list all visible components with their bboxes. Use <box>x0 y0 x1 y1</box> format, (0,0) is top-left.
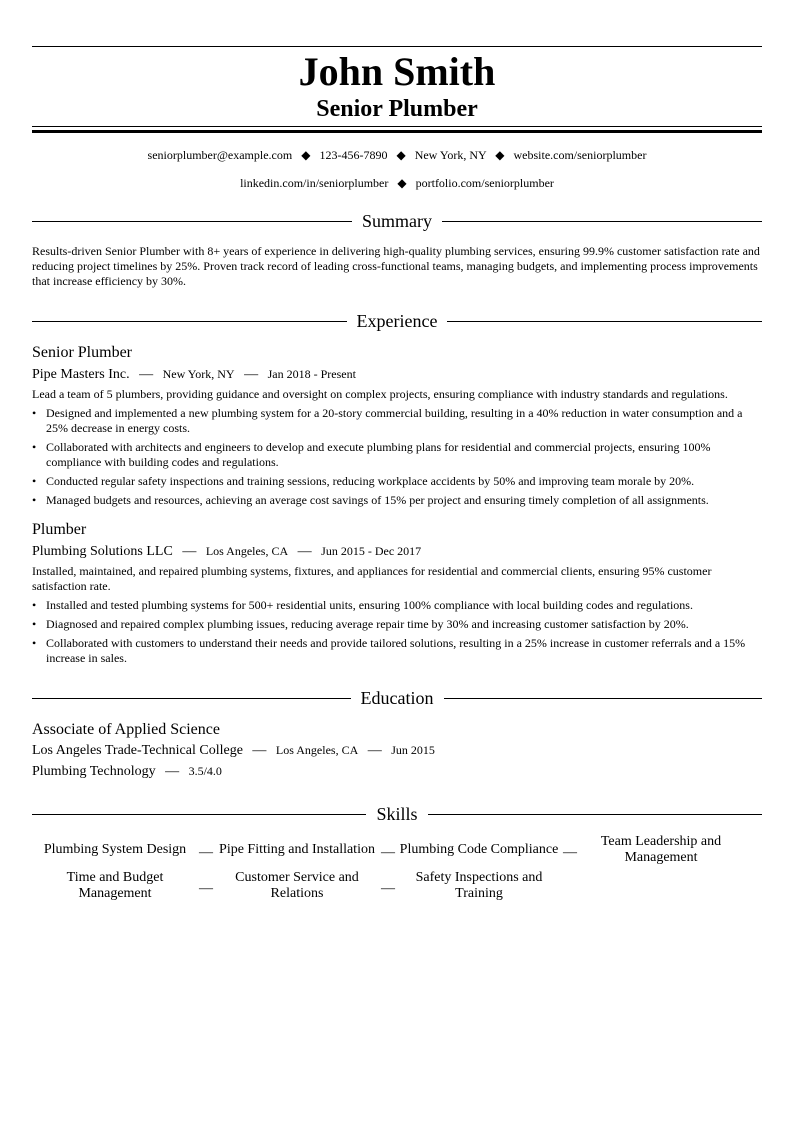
list-item <box>32 617 762 632</box>
edu-date: Jun 2015 <box>391 743 435 757</box>
edu-school: Los Angeles Trade-Technical College <box>32 743 243 758</box>
list-item <box>32 493 762 508</box>
job-bullets <box>32 406 762 508</box>
edu-field-line <box>32 761 762 782</box>
skill-item: Time and Budget Management <box>66 870 164 901</box>
bullet-icon: • <box>32 493 37 507</box>
edu-degree: Associate of Applied Science <box>32 721 220 738</box>
bullet-icon: • <box>32 474 37 488</box>
list-item <box>32 598 762 613</box>
job-dates: Jan 2018 - Present <box>267 367 356 381</box>
dash-separator: — <box>199 845 213 860</box>
dash-separator: — <box>182 544 197 559</box>
top-rule <box>32 46 762 47</box>
skills-grid <box>32 834 762 902</box>
diamond-separator-icon: ◆ <box>301 148 311 162</box>
skill-item: Pipe Fitting and Installation <box>219 842 375 857</box>
section-title: Experience <box>356 311 438 331</box>
list-item <box>32 474 762 489</box>
dash-separator: — <box>244 367 259 382</box>
edu-location: Los Angeles, CA <box>275 743 359 757</box>
heading-rule <box>32 221 352 222</box>
bullet-icon: • <box>32 406 37 420</box>
job-title: Plumber <box>32 521 87 538</box>
job-entry <box>32 343 762 508</box>
bullet-icon: • <box>32 617 37 631</box>
heading-rule <box>32 814 366 815</box>
job-company: Plumbing Solutions LLC <box>32 544 173 559</box>
edu-field: Plumbing Technology <box>32 764 156 779</box>
education-heading <box>32 684 762 712</box>
job-description: Lead a team of 5 plumbers, providing guidance and oversight on complex projects, ensuring compliance with industry standards and regulations. <box>32 387 728 401</box>
heading-rule <box>444 698 763 699</box>
section-title: Summary <box>362 211 432 231</box>
job-title: Senior Plumber <box>32 344 132 361</box>
candidate-name: John Smith <box>298 49 496 94</box>
dash-separator: — <box>199 881 213 896</box>
bullet-text: Managed budgets and resources, achieving an average cost savings of 15% per project and ensuring timely completion of all assignments. <box>46 493 709 507</box>
bullet-text: Collaborated with architects and engineers to develop and execute plumbing plans for residential and commercial projects, ensuring 100% compliance with building codes and regulations. <box>46 440 711 469</box>
skill-item: Team Leadership and Management <box>600 834 722 865</box>
job-company: Pipe Masters Inc. <box>32 367 130 382</box>
bullet-icon: • <box>32 440 37 454</box>
job-entry <box>32 520 762 666</box>
list-item <box>32 406 762 436</box>
section-title: Education <box>360 688 434 708</box>
job-dates: Jun 2015 - Dec 2017 <box>321 544 422 558</box>
summary-heading <box>32 207 762 235</box>
diamond-separator-icon: ◆ <box>495 148 505 162</box>
job-location: Los Angeles, CA <box>205 544 289 558</box>
dash-separator: — <box>139 367 154 382</box>
bullet-text: Collaborated with customers to understand their needs and provide tailored solutions, resulting in a 25% increase in customer referrals and a 15% increase in sales. <box>46 636 746 665</box>
heading-rule <box>428 814 762 815</box>
heading-rule <box>447 321 762 322</box>
heading-rule <box>32 698 351 699</box>
dash-separator: — <box>381 845 395 860</box>
dash-separator: — <box>381 881 395 896</box>
section-title: Skills <box>376 804 418 824</box>
skills-row <box>32 870 762 902</box>
job-meta <box>32 364 762 385</box>
bullet-icon: • <box>32 598 37 612</box>
heading-rule <box>32 321 347 322</box>
edu-gpa: 3.5/4.0 <box>188 764 222 778</box>
contact-portfolio[interactable]: portfolio.com/seniorplumber <box>415 176 554 190</box>
education-entry <box>32 720 762 782</box>
contact-linkedin[interactable]: linkedin.com/in/seniorplumber <box>240 176 389 190</box>
heading-rule <box>442 221 762 222</box>
bullet-text: Designed and implemented a new plumbing system for a 20-story commercial building, resulting in a 40% reduction in water consumption and a 25% decrease in energy costs. <box>46 406 743 435</box>
bullet-icon: • <box>32 636 37 650</box>
dash-separator: — <box>563 845 577 860</box>
dash-separator: — <box>252 743 267 758</box>
bullet-text: Installed and tested plumbing systems for 500+ residential units, ensuring 100% compliance with local building codes and regulations. <box>46 598 693 612</box>
job-location: New York, NY <box>162 367 235 381</box>
skill-item: Plumbing Code Compliance <box>399 842 559 857</box>
candidate-title: Senior Plumber <box>316 96 478 122</box>
skill-item: Plumbing System Design <box>43 842 187 857</box>
dash-separator: — <box>297 544 312 559</box>
edu-school-line <box>32 740 762 761</box>
skills-row <box>32 834 762 866</box>
experience-heading <box>32 307 762 335</box>
job-meta <box>32 541 762 562</box>
diamond-separator-icon: ◆ <box>396 148 406 162</box>
contact-phone[interactable]: 123-456-7890 <box>319 148 388 162</box>
contact-location: New York, NY <box>414 148 487 162</box>
skill-item: Safety Inspections and Training <box>415 870 543 901</box>
job-description: Installed, maintained, and repaired plumbing systems, fixtures, and appliances for residential and commercial clients, ensuring 95% customer satisfaction rate. <box>32 564 712 593</box>
summary-text: Results-driven Senior Plumber with 8+ years of experience in delivering high-quality plumbing services, ensuring 99.9% customer satisfaction rate and reducing project timelines by 25%. Proven track record of leading cross-functional teams, managing budgets, and implementing process improvements that increase efficiency by 30%. <box>32 244 760 288</box>
diamond-separator-icon: ◆ <box>397 176 407 190</box>
resume-page <box>32 46 762 906</box>
contact-website[interactable]: website.com/seniorplumber <box>513 148 647 162</box>
dash-separator: — <box>367 743 382 758</box>
header-double-rule <box>32 126 762 133</box>
bullet-text: Diagnosed and repaired complex plumbing issues, reducing average repair time by 30% and increasing customer satisfaction by 20%. <box>46 617 689 631</box>
list-item <box>32 636 762 666</box>
job-bullets <box>32 598 762 666</box>
skills-heading <box>32 800 762 828</box>
skill-item: Customer Service and Relations <box>235 870 359 901</box>
contact-row-1 <box>32 141 762 169</box>
list-item <box>32 440 762 470</box>
contact-email[interactable]: seniorplumber@example.com <box>147 148 293 162</box>
contact-row-2 <box>32 169 762 197</box>
dash-separator: — <box>165 764 180 779</box>
bullet-text: Conducted regular safety inspections and training sessions, reducing workplace accidents by 50% and improving team morale by 20%. <box>46 474 695 488</box>
contact-block <box>32 141 762 197</box>
